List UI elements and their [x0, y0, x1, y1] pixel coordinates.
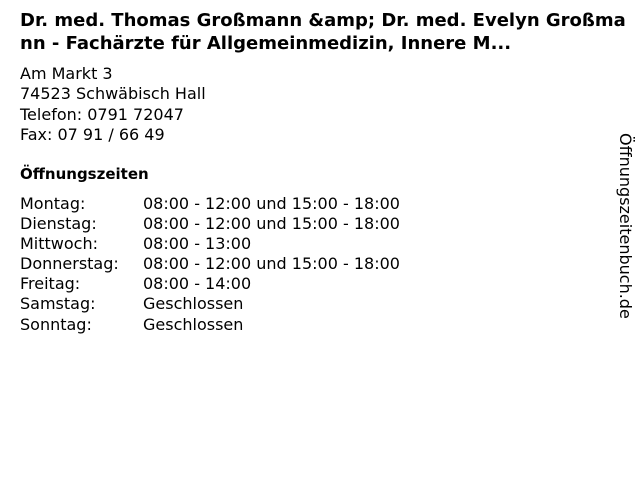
day-hours: 08:00 - 13:00 [143, 234, 252, 254]
street-address: Am Markt 3 [20, 64, 113, 83]
day-label: Sonntag: [20, 314, 92, 334]
day-label: Dienstag: [20, 214, 97, 234]
day-hours: Geschlossen [143, 294, 244, 314]
day-hours: Geschlossen [143, 314, 244, 334]
hours-row-sunday [20, 315, 400, 335]
hours-row-thursday [20, 254, 400, 274]
hours-row-monday [20, 194, 400, 214]
city-address: 74523 Schwäbisch Hall [20, 84, 206, 104]
day-label: Montag: [20, 194, 86, 213]
opening-hours-heading: Öffnungszeiten [20, 165, 149, 183]
practice-title: Dr. med. Thomas Großmann &amp; Dr. med. Evelyn Großmann - Fachärzte für Allgemeinmedizin, Innere M... [20, 10, 626, 54]
opening-hours-table [20, 194, 400, 335]
day-hours: 08:00 - 12:00 und 15:00 - 18:00 [143, 214, 400, 234]
day-label: Samstag: [20, 294, 96, 314]
hours-row-tuesday [20, 214, 400, 234]
site-brand-link[interactable]: Öffnungszeitenbuch.de [616, 133, 635, 319]
phone-number: Telefon: 0791 72047 [20, 104, 184, 124]
day-label: Mittwoch: [20, 234, 98, 254]
hours-row-wednesday [20, 234, 400, 254]
day-hours: 08:00 - 12:00 und 15:00 - 18:00 [143, 254, 400, 274]
day-hours: 08:00 - 14:00 [143, 274, 252, 294]
hours-row-saturday [20, 294, 400, 314]
hours-row-friday [20, 274, 400, 294]
day-label: Freitag: [20, 274, 81, 294]
address-block [20, 64, 206, 145]
day-hours: 08:00 - 12:00 und 15:00 - 18:00 [143, 194, 400, 213]
fax-number: Fax: 07 91 / 66 49 [20, 124, 165, 144]
day-label: Donnerstag: [20, 254, 119, 274]
